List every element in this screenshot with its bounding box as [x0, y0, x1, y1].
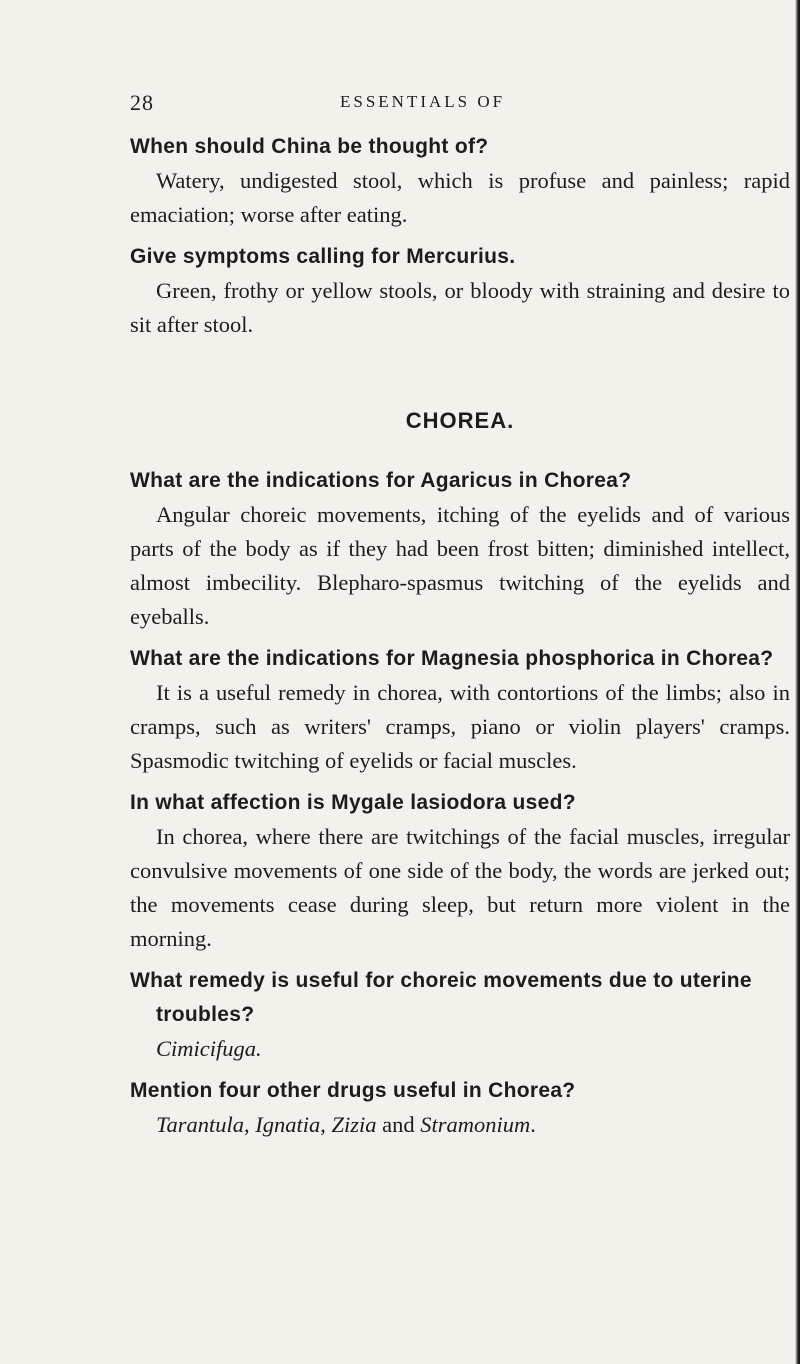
- answer-china: Watery, undigested stool, which is profuse and painless; rapid emaciation; worse after eating.: [130, 168, 790, 227]
- section-title: CHOREA.: [405, 408, 515, 433]
- question-four-drugs: Mention four other drugs useful in Chorea?: [130, 1079, 576, 1102]
- drug-tarantula: Tarantula: [156, 1112, 244, 1137]
- drug-ignatia: Ignatia: [255, 1112, 321, 1137]
- separator: ,: [320, 1112, 332, 1137]
- separator: and: [376, 1112, 421, 1137]
- page-header: [130, 90, 790, 120]
- question-uterine: What remedy is useful for choreic movements due to uterine troubles?: [130, 969, 752, 1026]
- page-edge: [795, 0, 800, 1364]
- separator: ,: [243, 1112, 256, 1137]
- question-china: When should China be thought of?: [130, 135, 489, 158]
- answer-agaricus: Angular choreic movements, itching of the eyelids and of various parts of the body as if they had been frost bitten; diminished intellect, almost imbecility. Blepharo-spasmus twitching of the eyelids and eyeballs.: [130, 502, 790, 629]
- question-mygale: In what affection is Mygale lasiodora used?: [130, 791, 576, 814]
- page-body: [130, 130, 790, 1150]
- answer-four-drugs: [130, 1108, 790, 1142]
- drug-zizia: Zizia: [331, 1112, 377, 1137]
- question-magnesia: What are the indications for Magnesia phosphorica in Chorea?: [130, 647, 774, 670]
- question-mercurius: Give symptoms calling for Mercurius.: [130, 245, 516, 268]
- answer-mygale: In chorea, where there are twitchings of the facial muscles, irregular convulsive movements of one side of the body, the words are jerked out; the movements cease during sleep, but return more violent in the morning.: [130, 824, 790, 951]
- answer-uterine: [130, 1032, 790, 1066]
- page-number: 28: [130, 90, 154, 115]
- answer-cimicifuga: Cimicifuga.: [156, 1036, 262, 1061]
- running-head: ESSENTIALS OF: [340, 92, 506, 111]
- answer-magnesia: It is a useful remedy in chorea, with contortions of the limbs; also in cramps, such as writers' cramps, piano or violin players' cramps. Spasmodic twitching of eyelids or facial muscles.: [130, 680, 790, 773]
- question-agaricus: What are the indications for Agaricus in Chorea?: [130, 469, 632, 492]
- drug-stramonium: Stramonium: [420, 1112, 531, 1137]
- answer-mercurius: Green, frothy or yellow stools, or bloody with straining and desire to sit after stool.: [130, 278, 790, 337]
- period: .: [530, 1112, 536, 1137]
